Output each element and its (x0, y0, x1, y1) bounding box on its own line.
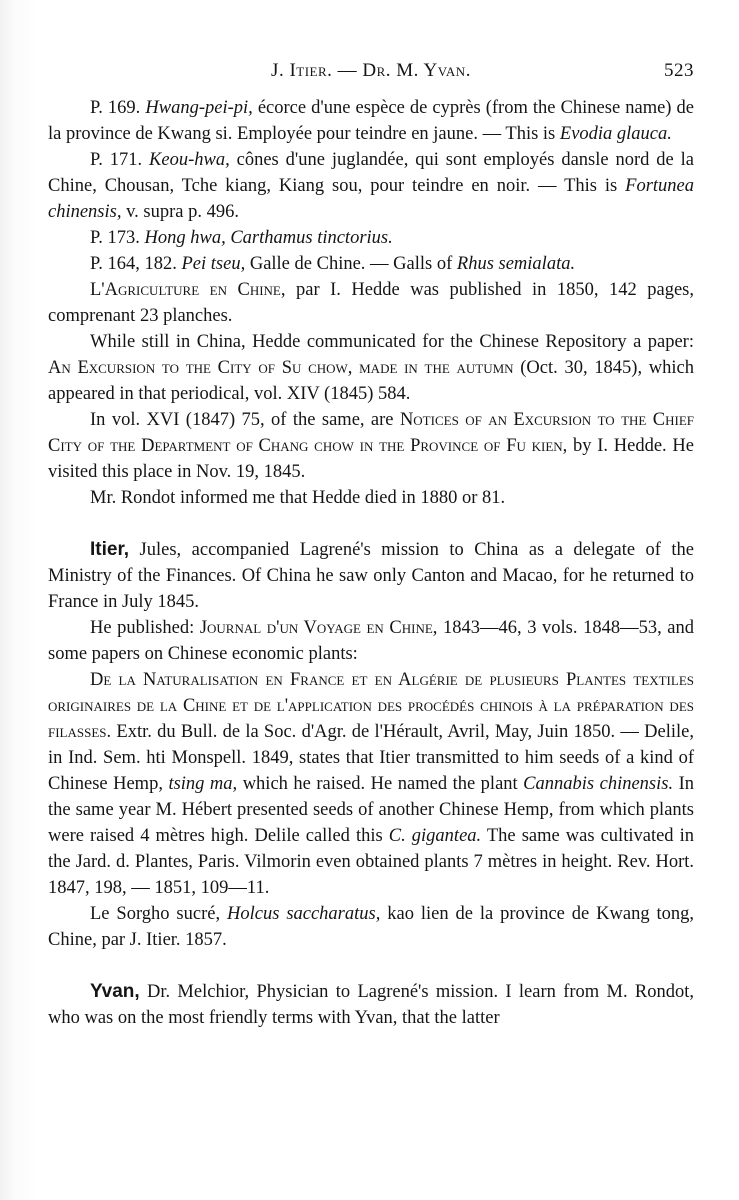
paragraph-vol-xvi: In vol. XVI (1847) 75, of the same, are Notices of an Excursion to the Chief City of the Department of Chang chow in the Province of Fu kien, by I. Hedde. He visited this place in Nov. 19, 1845. (48, 410, 695, 482)
paragraph-p173: P. 173. Hong hwa, Carthamus tinctorius. (90, 228, 393, 248)
paragraph-chinese-repository: While still in China, Hedde communicated for the Chinese Repository a paper: An Excursion to the City of Su chow, made in the autumn (Oct. 30, 1845), which appeared in that periodical, vol. XIV (1845) 584. (48, 332, 694, 404)
entry-itier: Itier, Jules, accompanied Lagrené's mission to China as a delegate of the Ministry of the Finances. Of China he saw only Canton and Macao, for he returned to France in July 1845. (48, 539, 694, 612)
paragraph-p164: P. 164, 182. Pei tseu, Galle de Chine. — Galls of Rhus semialata. (90, 254, 576, 274)
page-number: 523 (664, 60, 694, 81)
paragraph-naturalisation: De la Naturalisation en France et en Algérie de plusieurs Plantes textiles originaires de la Chine et de l'application des procédés chinois à la préparation des filasses. Extr. du Bull. de la Soc. d'Agr. de l'Hérault, Avril, May, Juin 1850. — Delile, in Ind. Sem. hti Monspell. 1849, states that Itier transmitted to him seeds of a kind of Chinese Hemp, tsing ma, which he raised. He named the plant Cannabis chinensis. In the same year M. Hébert presented seeds of another Chinese Hemp, from which plants were raised 4 mètres high. Delile called this C. gigantea. The same was cultivated in the Jard. d. Plantes, Paris. Vilmorin even obtained plants 7 mètres in height. Rev. Hort. 1847, 198, — 1851, 109—11. (48, 670, 695, 898)
entry-heading-yvan: Yvan, (90, 981, 140, 1002)
paragraph-agriculture: L'Agriculture en Chine, par I. Hedde was published in 1850, 142 pages, comprenant 23 planches. (48, 280, 694, 326)
page-header (48, 60, 694, 88)
paragraph-sorgho: Le Sorgho sucré, Holcus saccharatus, kao lien de la province de Kwang tong, Chine, par J. Itier. 1857. (48, 904, 694, 950)
running-title: J. Itier. — Dr. M. Yvan. (271, 60, 471, 81)
paragraph-p169: P. 169. Hwang-pei-pi, écorce d'une espèce de cyprès (from the Chinese name) de la province de Kwang si. Employée pour teindre en jaune. — This is Evodia glauca. (48, 98, 694, 144)
paragraph-p171: P. 171. Keou-hwa, cônes d'une juglandée, qui sont employés dansle nord de la Chine, Chousan, Tche kiang, Kiang sou, pour teindre en noir. — This is Fortunea chinensis, v. supra p. 496. (48, 150, 694, 222)
paragraph-published: He published: Journal d'un Voyage en Chine, 1843—46, 3 vols. 1848—53, and some papers on Chinese economic plants: (48, 618, 694, 664)
page-body (48, 95, 694, 1031)
entry-yvan: Yvan, Dr. Melchior, Physician to Lagrené's mission. I learn from M. Rondot, who was on the most friendly terms with Yvan, that the latter (48, 981, 694, 1028)
entry-heading-itier: Itier, (90, 539, 130, 560)
paragraph-rondot: Mr. Rondot informed me that Hedde died in 1880 or 81. (90, 488, 506, 508)
